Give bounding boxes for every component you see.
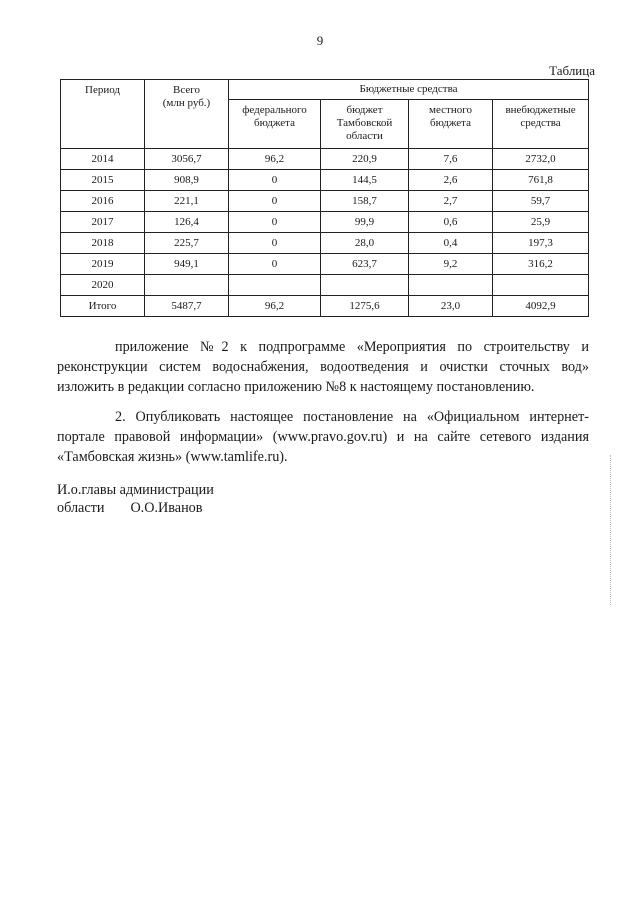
table-row bbox=[61, 170, 589, 191]
header-total-label: Всего (млн руб.) bbox=[162, 84, 211, 109]
cell-period: 2014 bbox=[61, 149, 145, 170]
header-extra-label: внебюджетные средства bbox=[505, 104, 576, 129]
cell-local: 0,6 bbox=[409, 212, 493, 233]
cell-federal: 0 bbox=[229, 212, 321, 233]
header-regional bbox=[321, 100, 409, 149]
cell-extra: 2732,0 bbox=[493, 149, 589, 170]
cell-extra: 761,8 bbox=[493, 170, 589, 191]
cell-extra: 59,7 bbox=[493, 191, 589, 212]
header-budget-group: Бюджетные средства bbox=[229, 80, 589, 100]
table-row bbox=[61, 149, 589, 170]
paragraph-appendix bbox=[57, 337, 589, 397]
cell-regional: 158,7 bbox=[321, 191, 409, 212]
signature-name: О.О.Иванов bbox=[130, 500, 203, 516]
table-caption: Таблица bbox=[549, 63, 595, 78]
cell-total: 5487,7 bbox=[145, 296, 229, 317]
cell-period: 2016 bbox=[61, 191, 145, 212]
cell-local: 2,6 bbox=[409, 170, 493, 191]
cell-period: 2020 bbox=[61, 275, 145, 296]
cell-total: 949,1 bbox=[145, 254, 229, 275]
header-federal-label: федерального бюджета bbox=[242, 104, 307, 129]
cell-total: 221,1 bbox=[145, 191, 229, 212]
cell-regional: 99,9 bbox=[321, 212, 409, 233]
table-row bbox=[61, 212, 589, 233]
cell-local: 23,0 bbox=[409, 296, 493, 317]
scan-artifact bbox=[610, 455, 613, 605]
cell-period: Итого bbox=[61, 296, 145, 317]
cell-federal: 96,2 bbox=[229, 149, 321, 170]
cell-extra: 316,2 bbox=[493, 254, 589, 275]
signature-block bbox=[57, 481, 214, 517]
cell-local: 2,7 bbox=[409, 191, 493, 212]
cell-regional: 623,7 bbox=[321, 254, 409, 275]
signature-title-line2: области bbox=[57, 500, 105, 516]
cell-regional: 144,5 bbox=[321, 170, 409, 191]
paragraph-publish bbox=[57, 407, 589, 467]
cell-federal: 0 bbox=[229, 233, 321, 254]
cell-regional: 1275,6 bbox=[321, 296, 409, 317]
cell-period: 2018 bbox=[61, 233, 145, 254]
budget-table bbox=[60, 79, 589, 317]
header-local-label: местного бюджета bbox=[429, 104, 472, 129]
header-federal bbox=[229, 100, 321, 149]
table-row bbox=[61, 254, 589, 275]
cell-total: 126,4 bbox=[145, 212, 229, 233]
cell-local: 9,2 bbox=[409, 254, 493, 275]
table-row-total bbox=[61, 296, 589, 317]
signature-title-line1: И.о.главы администрации bbox=[57, 482, 214, 498]
cell-federal: 0 bbox=[229, 170, 321, 191]
header-extra bbox=[493, 100, 589, 149]
table-row bbox=[61, 191, 589, 212]
cell-regional: 28,0 bbox=[321, 233, 409, 254]
cell-total bbox=[145, 275, 229, 296]
cell-federal bbox=[229, 275, 321, 296]
cell-local bbox=[409, 275, 493, 296]
signature-line2 bbox=[57, 499, 214, 517]
header-local bbox=[409, 100, 493, 149]
header-period: Период bbox=[61, 80, 145, 149]
cell-extra: 4092,9 bbox=[493, 296, 589, 317]
cell-extra: 25,9 bbox=[493, 212, 589, 233]
header-total bbox=[145, 80, 229, 149]
cell-local: 0,4 bbox=[409, 233, 493, 254]
cell-regional: 220,9 bbox=[321, 149, 409, 170]
cell-total: 908,9 bbox=[145, 170, 229, 191]
cell-period: 2019 bbox=[61, 254, 145, 275]
cell-federal: 0 bbox=[229, 191, 321, 212]
table-row bbox=[61, 275, 589, 296]
cell-period: 2017 bbox=[61, 212, 145, 233]
table-row bbox=[61, 233, 589, 254]
cell-local: 7,6 bbox=[409, 149, 493, 170]
cell-total: 3056,7 bbox=[145, 149, 229, 170]
cell-federal: 96,2 bbox=[229, 296, 321, 317]
cell-period: 2015 bbox=[61, 170, 145, 191]
cell-extra: 197,3 bbox=[493, 233, 589, 254]
cell-total: 225,7 bbox=[145, 233, 229, 254]
cell-federal: 0 bbox=[229, 254, 321, 275]
cell-regional bbox=[321, 275, 409, 296]
cell-extra bbox=[493, 275, 589, 296]
paragraph-publish-text: 2. Опубликовать настоящее постановление на «Официальном интернет-портале правовой информации» (www.pravo.gov.ru) и на сайте сетевого издания «Тамбовская жизнь» (www.tamlife.ru). bbox=[57, 409, 589, 465]
paragraph-appendix-text: приложение №2 к подпрограмме «Мероприятия по строительству и реконструкции систем водоснабжения, водоотведения и очистки сточных вод» изложить в редакции согласно приложению №8 к настоящему постановлению. bbox=[57, 339, 589, 395]
header-regional-label: бюджет Тамбовской области bbox=[336, 104, 393, 142]
page-number: 9 bbox=[316, 33, 324, 48]
